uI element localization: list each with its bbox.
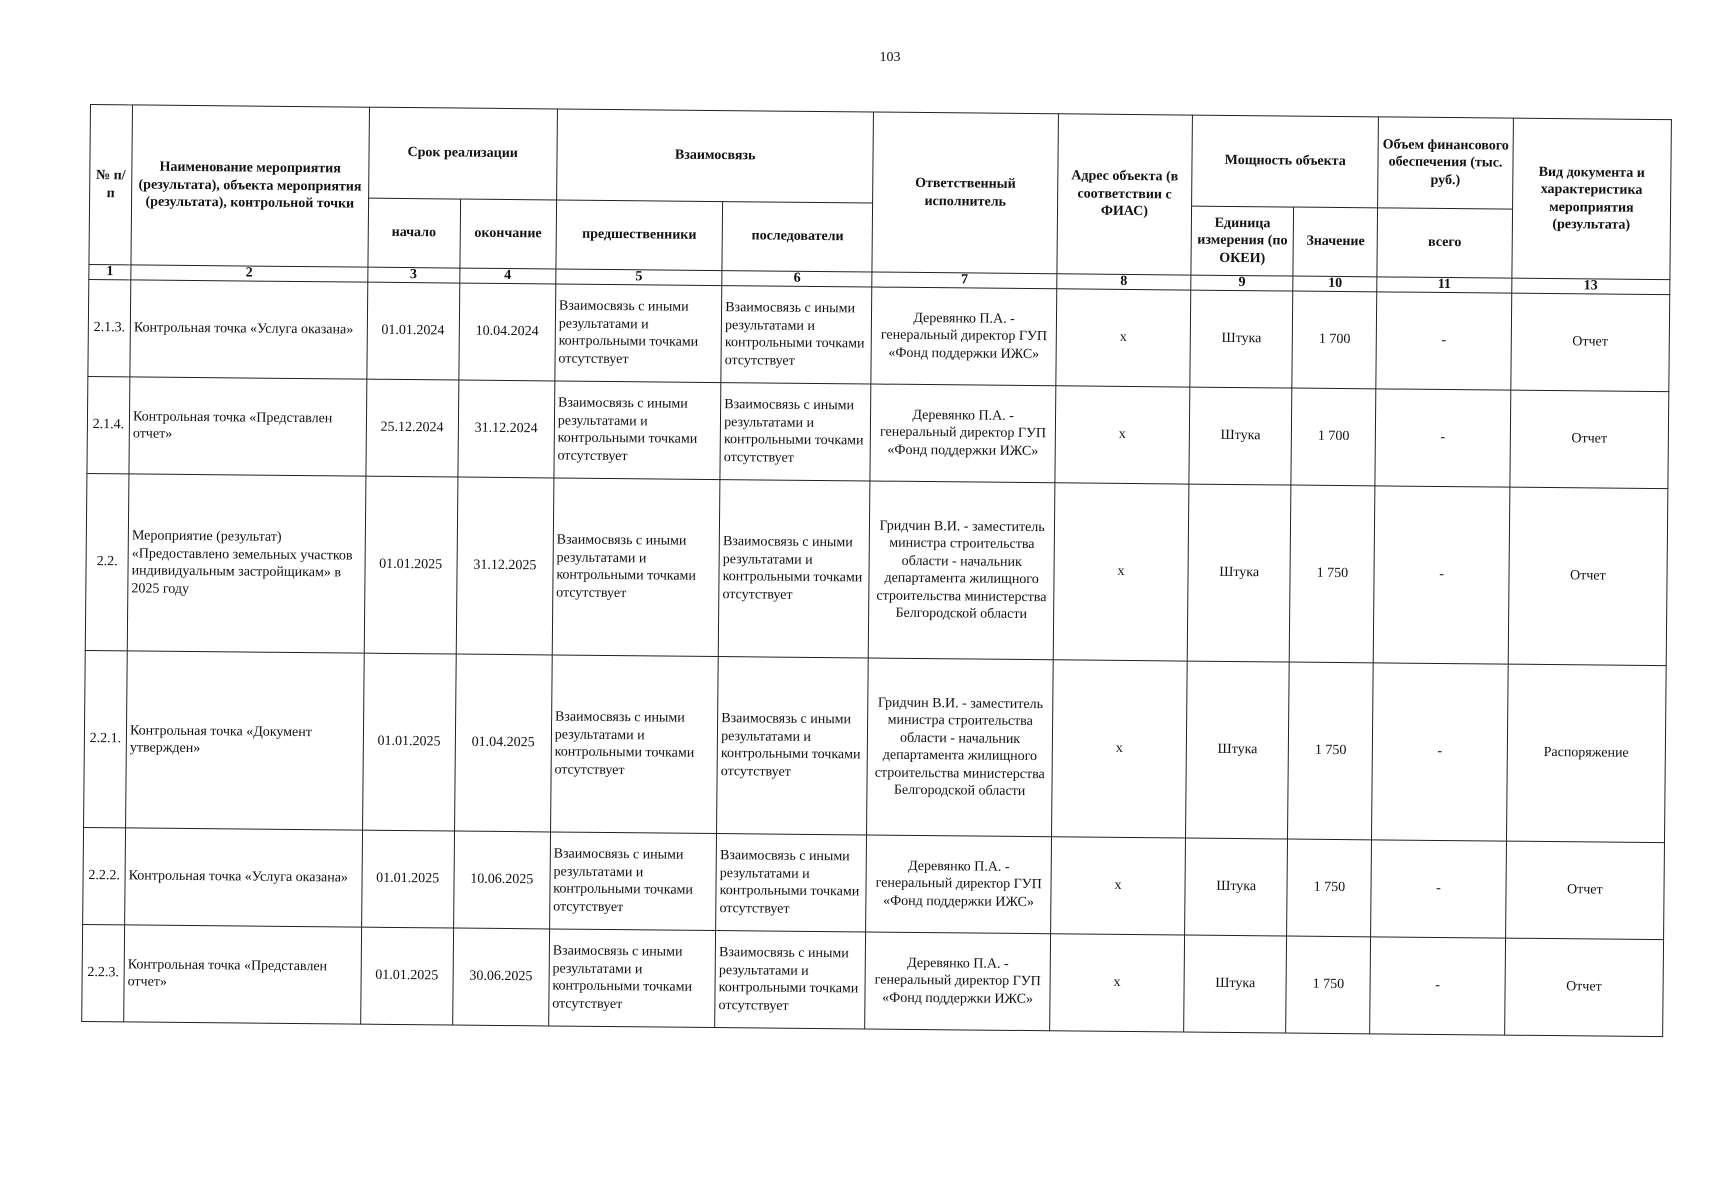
cell-end: 31.12.2024 bbox=[458, 380, 555, 478]
cell-unit: Штука bbox=[1189, 387, 1292, 485]
cell-num: 2.2. bbox=[85, 473, 129, 650]
cell-predecessors: Взаимосвязь с иными результатами и контрольными точками отсутствует bbox=[554, 381, 721, 480]
cell-end: 30.06.2025 bbox=[452, 928, 549, 1026]
header-value: Значение bbox=[1293, 207, 1378, 277]
cell-successors: Взаимосвязь с иными результатами и контрольными точками отсутствует bbox=[716, 834, 867, 932]
cell-responsible: Гридчин В.И. - заместитель министра строительства области - начальник департамента жилищного строительства министерства Белгородской области bbox=[869, 481, 1055, 660]
cell-responsible: Деревянко П.А. - генеральный директор ГУП «Фонд поддержки ИЖС» bbox=[870, 384, 1055, 483]
header-term-end: окончание bbox=[460, 199, 557, 269]
plan-table-sheet bbox=[81, 104, 1672, 1037]
table-row bbox=[85, 473, 1668, 665]
cell-finance: - bbox=[1374, 486, 1510, 664]
header-relation: Взаимосвязь bbox=[556, 109, 873, 203]
cell-predecessors: Взаимосвязь с иными результатами и контрольными точками отсутствует bbox=[552, 478, 720, 657]
cell-address: x bbox=[1049, 934, 1184, 1032]
header-address: Адрес объекта (в соответствии с ФИАС) bbox=[1057, 114, 1193, 275]
cell-finance: - bbox=[1372, 663, 1508, 841]
header-unit: Единица измерения (по ОКЕИ) bbox=[1191, 206, 1294, 276]
column-index: 11 bbox=[1377, 277, 1511, 293]
column-index: 10 bbox=[1293, 276, 1377, 292]
cell-address: x bbox=[1056, 289, 1191, 387]
cell-num: 2.1.3. bbox=[88, 279, 131, 376]
header-name: Наименование мероприятия (результата), объекта мероприятия (результата), контрольной точки bbox=[131, 105, 369, 267]
column-index: 5 bbox=[556, 269, 722, 286]
header-finance: Объем финансового обеспечения (тыс. руб.) bbox=[1378, 117, 1513, 209]
header-term-start: начало bbox=[367, 198, 460, 268]
cell-value: 1 700 bbox=[1291, 388, 1376, 486]
cell-name: Мероприятие (результат) «Предоставлено земельных участков индивидуальным застройщикам» в 2025 году bbox=[127, 474, 365, 653]
table-row bbox=[87, 376, 1669, 488]
column-index: 6 bbox=[722, 271, 872, 287]
cell-successors: Взаимосвязь с иными результатами и контрольными точками отсутствует bbox=[715, 931, 866, 1029]
cell-end: 10.04.2024 bbox=[459, 283, 556, 381]
header-predecessors: предшественники bbox=[556, 200, 723, 271]
column-index: 1 bbox=[89, 264, 131, 279]
cell-end: 31.12.2025 bbox=[456, 477, 554, 655]
cell-value: 1 750 bbox=[1287, 839, 1372, 937]
cell-doc: Отчет bbox=[1505, 841, 1664, 940]
plan-table bbox=[81, 104, 1672, 1037]
cell-value: 1 750 bbox=[1288, 662, 1374, 840]
cell-address: x bbox=[1055, 386, 1190, 484]
cell-address: x bbox=[1050, 837, 1185, 935]
header-doc-type: Вид документа и характеристика мероприятия (результата) bbox=[1512, 118, 1672, 280]
table-row bbox=[83, 827, 1665, 939]
cell-unit: Штука bbox=[1185, 838, 1288, 936]
column-index: 7 bbox=[872, 272, 1056, 289]
cell-successors: Взаимосвязь с иными результатами и контрольными точками отсутствует bbox=[720, 383, 871, 481]
header-finance-total: всего bbox=[1377, 208, 1512, 278]
table-row bbox=[88, 279, 1670, 391]
header-term: Срок реализации bbox=[368, 107, 557, 200]
header-capacity: Мощность объекта bbox=[1192, 115, 1379, 208]
cell-name: Контрольная точка «Представлен отчет» bbox=[124, 925, 361, 1024]
cell-responsible: Деревянко П.А. - генеральный директор ГУП «Фонд поддержки ИЖС» bbox=[866, 835, 1051, 934]
cell-num: 2.2.3. bbox=[82, 924, 125, 1021]
cell-responsible: Деревянко П.А. - генеральный директор ГУП «Фонд поддержки ИЖС» bbox=[865, 932, 1050, 1031]
cell-address: x bbox=[1051, 660, 1187, 838]
cell-num: 2.2.2. bbox=[83, 827, 126, 924]
cell-value: 1 750 bbox=[1286, 936, 1371, 1034]
cell-name: Контрольная точка «Представлен отчет» bbox=[129, 377, 366, 476]
cell-successors: Взаимосвязь с иными результатами и контрольными точками отсутствует bbox=[718, 480, 870, 658]
cell-unit: Штука bbox=[1186, 661, 1290, 839]
cell-responsible: Деревянко П.А. - генеральный директор ГУП «Фонд поддержки ИЖС» bbox=[871, 287, 1056, 386]
cell-doc: Отчет bbox=[1510, 293, 1669, 392]
column-index: 9 bbox=[1191, 275, 1293, 291]
cell-name: Контрольная точка «Услуга оказана» bbox=[125, 828, 362, 927]
column-index: 3 bbox=[367, 267, 459, 283]
cell-finance: - bbox=[1370, 937, 1505, 1035]
cell-predecessors: Взаимосвязь с иными результатами и контрольными точками отсутствует bbox=[550, 655, 718, 834]
cell-start: 01.01.2024 bbox=[366, 282, 459, 380]
cell-doc: Отчет bbox=[1504, 938, 1663, 1037]
cell-num: 2.1.4. bbox=[87, 376, 130, 473]
cell-start: 01.01.2025 bbox=[362, 653, 456, 831]
cell-predecessors: Взаимосвязь с иными результатами и контрольными точками отсутствует bbox=[549, 832, 716, 931]
cell-finance: - bbox=[1371, 840, 1506, 938]
cell-doc: Распоряжение bbox=[1506, 664, 1666, 843]
cell-finance: - bbox=[1375, 389, 1510, 487]
cell-address: x bbox=[1053, 483, 1189, 661]
column-index: 13 bbox=[1511, 278, 1669, 295]
cell-end: 10.06.2025 bbox=[453, 831, 550, 929]
cell-start: 01.01.2025 bbox=[361, 830, 454, 928]
cell-unit: Штука bbox=[1187, 484, 1291, 662]
cell-successors: Взаимосвязь с иными результатами и контрольными точками отсутствует bbox=[717, 657, 869, 835]
cell-start: 01.01.2025 bbox=[360, 927, 453, 1025]
cell-predecessors: Взаимосвязь с иными результатами и контрольными точками отсутствует bbox=[549, 929, 716, 1028]
cell-unit: Штука bbox=[1184, 935, 1287, 1033]
cell-end: 01.04.2025 bbox=[454, 654, 552, 832]
table-row bbox=[84, 650, 1667, 842]
cell-value: 1 750 bbox=[1289, 485, 1375, 663]
cell-doc: Отчет bbox=[1510, 390, 1669, 489]
header-successors: последователи bbox=[722, 202, 873, 272]
cell-name: Контрольная точка «Документ утвержден» bbox=[126, 651, 364, 830]
cell-start: 25.12.2024 bbox=[365, 379, 458, 477]
column-index: 8 bbox=[1057, 274, 1191, 290]
column-index: 4 bbox=[459, 268, 555, 284]
cell-num: 2.2.1. bbox=[84, 650, 128, 827]
cell-name: Контрольная точка «Услуга оказана» bbox=[130, 280, 367, 379]
cell-successors: Взаимосвязь с иными результатами и контрольными точками отсутствует bbox=[721, 286, 872, 384]
header-responsible: Ответственный исполнитель bbox=[872, 112, 1058, 274]
cell-value: 1 700 bbox=[1292, 291, 1377, 389]
cell-unit: Штука bbox=[1190, 290, 1293, 388]
cell-predecessors: Взаимосвязь с иными результатами и контрольными точками отсутствует bbox=[555, 284, 722, 383]
cell-start: 01.01.2025 bbox=[364, 476, 458, 654]
cell-finance: - bbox=[1376, 292, 1511, 390]
cell-doc: Отчет bbox=[1508, 487, 1668, 666]
table-row bbox=[82, 924, 1664, 1036]
cell-responsible: Гридчин В.И. - заместитель министра строительства области - начальник департамента жилищного строительства министерства Белгородской области bbox=[867, 658, 1053, 837]
column-index: 2 bbox=[131, 265, 368, 282]
header-num: № п/п bbox=[89, 105, 133, 265]
page-number: 103 bbox=[879, 50, 901, 65]
